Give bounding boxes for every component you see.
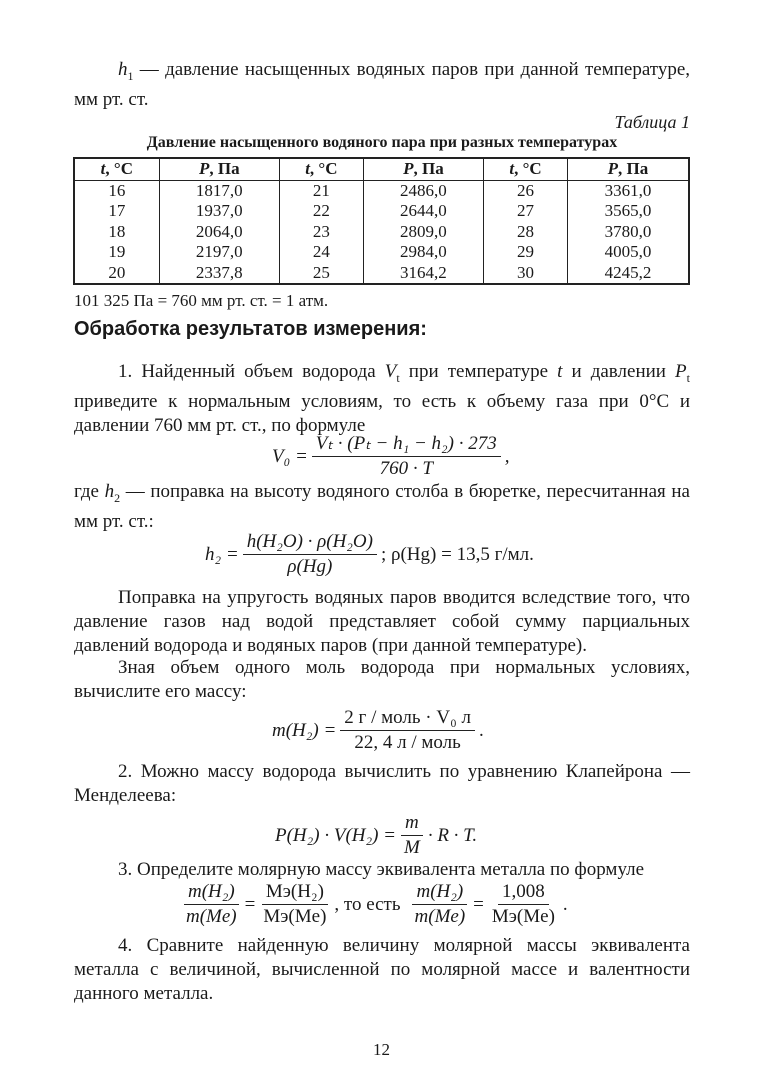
- denominator: M: [404, 837, 420, 858]
- header-var: P: [607, 159, 619, 178]
- table-cell: 22: [279, 201, 363, 222]
- fraction: [259, 880, 330, 929]
- formula-v0: [272, 432, 509, 481]
- formula-lhs: h₂ =: [205, 543, 239, 565]
- header-var: P: [403, 159, 414, 178]
- paragraph-3: Поправка на упругость водяных паров вводится вследствие того, что давление газов над водой представляет собой сумму парциальных давлений водорода и водяных паров (при данной температуре).: [74, 587, 690, 656]
- table-cell: 1817,0: [159, 180, 279, 201]
- paragraph-6: 3. Определите молярную массу эквивалента металла по формуле: [118, 859, 645, 880]
- formula-lhs: V₀ =: [272, 445, 308, 467]
- table-note: 101 325 Па = 760 мм рт. ст. = 1 атм.: [74, 291, 329, 310]
- denominator: Mэ(Me): [263, 906, 327, 927]
- table-header-cell: [567, 158, 689, 180]
- var-h: h: [118, 59, 128, 80]
- table-row: [74, 180, 689, 201]
- formula-tail: · R · T.: [427, 824, 478, 846]
- table-cell: 20: [74, 263, 159, 285]
- text: при температуре: [399, 361, 558, 382]
- formula-lhs: m(H₂) =: [272, 719, 337, 741]
- sub: t: [686, 370, 690, 385]
- intro-text: — давление насыщенных водяных паров при данной температуре, мм рт. ст.: [74, 59, 690, 110]
- var: h: [104, 481, 115, 502]
- table-cell: 27: [484, 201, 568, 222]
- table-cell: 24: [279, 242, 363, 263]
- denominator: ρ(Hg): [287, 556, 333, 577]
- table-cell: 3780,0: [567, 222, 689, 243]
- header-unit: , Па: [209, 159, 240, 178]
- table-cell: 28: [484, 222, 568, 243]
- header-unit: , °С: [309, 159, 338, 178]
- table-header-cell: [159, 158, 279, 180]
- header-var: t: [100, 159, 106, 178]
- table-row: [74, 263, 689, 285]
- formula-clapeyron: [275, 811, 477, 860]
- table-cell: 3565,0: [567, 201, 689, 222]
- formula-equivalent: [178, 880, 568, 929]
- table-cell: 25: [279, 263, 363, 285]
- table-row: [74, 222, 689, 243]
- header-unit: , °С: [105, 159, 133, 178]
- formula-tail: ,: [504, 445, 510, 467]
- numerator: 2 г / моль · V₀ л: [340, 706, 475, 731]
- fraction: [182, 880, 241, 929]
- equals: =: [244, 893, 256, 915]
- sub: t: [396, 370, 400, 385]
- text: приведите к нормальным условиям, то есть к объему газа при 0°С и давлении 760 мм рт. ст., по формуле: [74, 390, 690, 436]
- page-number: 12: [373, 1040, 390, 1059]
- table-cell: 2486,0: [363, 180, 483, 201]
- header-unit: , Па: [618, 159, 649, 178]
- var: P: [675, 361, 687, 382]
- table-cell: 1937,0: [159, 201, 279, 222]
- sub: 1: [127, 68, 134, 83]
- table-header-cell: [74, 158, 159, 180]
- table-cell: 3164,2: [363, 263, 483, 285]
- fraction: [243, 530, 377, 579]
- numerator: Mэ(H₂): [262, 880, 328, 905]
- table-cell: 19: [74, 242, 159, 263]
- table-cell: 16: [74, 180, 159, 201]
- table-cell: 17: [74, 201, 159, 222]
- paragraph-4: Зная объем одного моль водорода при нормальных условиях, вычислите его массу:: [74, 657, 690, 702]
- paragraph-1: [74, 360, 690, 438]
- formula-h2: [205, 530, 534, 579]
- denominator: 760 · T: [379, 458, 433, 479]
- sub: 2: [114, 490, 121, 505]
- table-label: Таблица 1: [614, 112, 690, 132]
- table-cell: 21: [279, 180, 363, 201]
- denominator: Mэ(Me): [491, 906, 555, 927]
- text: где: [74, 481, 105, 502]
- numerator: 1,008: [498, 880, 549, 905]
- text: 1. Найденный объем водорода: [118, 361, 385, 382]
- table-cell: 2644,0: [363, 201, 483, 222]
- table-header-row: [74, 158, 689, 180]
- fraction: [312, 432, 501, 481]
- table-cell: 29: [484, 242, 568, 263]
- table-cell: 4005,0: [567, 242, 689, 263]
- paragraph-7: 4. Сравните найденную величину молярной массы эквивалента металла с величиной, вычисленной по молярной массе и валентности данного металла.: [74, 935, 690, 1004]
- header-var: t: [509, 159, 515, 178]
- formula-lhs: P(H₂) · V(H₂) =: [275, 824, 396, 846]
- numerator: m(H₂): [412, 880, 467, 905]
- table-cell: 3361,0: [567, 180, 689, 201]
- var: t: [557, 361, 563, 382]
- formula-tail: .: [562, 893, 568, 915]
- var: V: [384, 361, 397, 382]
- table-cell: 2064,0: [159, 222, 279, 243]
- paragraph-2: [74, 480, 690, 534]
- fraction: [400, 811, 424, 860]
- section-heading: Обработка результатов измерения:: [74, 318, 427, 340]
- header-var: P: [198, 159, 210, 178]
- table-header-cell: [363, 158, 483, 180]
- table-header-cell: [484, 158, 568, 180]
- table-row: [74, 242, 689, 263]
- numerator: m: [401, 811, 423, 836]
- table-cell: 18: [74, 222, 159, 243]
- table-cell: 30: [484, 263, 568, 285]
- equals: =: [473, 893, 484, 915]
- table-cell: 2809,0: [363, 222, 483, 243]
- table-cell: 4245,2: [567, 263, 689, 285]
- numerator: m(H₂): [184, 880, 239, 905]
- denominator: 22, 4 л / моль: [354, 732, 461, 753]
- table-title: Давление насыщенного водяного пара при разных температурах: [146, 134, 618, 151]
- intro-paragraph: [74, 58, 690, 112]
- formula-connector: , то есть: [334, 893, 401, 915]
- header-unit: , °С: [514, 159, 542, 178]
- table-header-cell: [279, 158, 363, 180]
- table-cell: 2197,0: [159, 242, 279, 263]
- denominator: m(Me): [414, 906, 466, 927]
- table-cell: 2984,0: [363, 242, 483, 263]
- table-cell: 2337,8: [159, 263, 279, 285]
- header-unit: , Па: [413, 159, 444, 178]
- formula-tail: .: [478, 719, 484, 741]
- fraction: [488, 880, 559, 929]
- text: и давлении: [562, 361, 676, 382]
- pressure-table: [73, 157, 690, 285]
- table-row: [74, 201, 689, 222]
- denominator: m(Me): [186, 906, 237, 927]
- fraction: [411, 880, 470, 929]
- text: — поправка на высоту водяного столба в бюретке, пересчитанная на мм рт. ст.:: [74, 481, 690, 532]
- numerator: h(H₂O) · ρ(H₂O): [243, 530, 377, 555]
- header-var: t: [305, 159, 310, 178]
- formula-tail: ; ρ(Hg) = 13,5 г/мл.: [380, 543, 534, 565]
- table-cell: 23: [279, 222, 363, 243]
- numerator: Vₜ · (Pₜ − h₁ − h₂) · 273: [312, 432, 501, 457]
- fraction: [340, 706, 475, 755]
- paragraph-5: 2. Можно массу водорода вычислить по уравнению Клапейрона — Менделеева:: [74, 761, 690, 806]
- table-cell: 26: [484, 180, 568, 201]
- formula-mass: [272, 706, 484, 755]
